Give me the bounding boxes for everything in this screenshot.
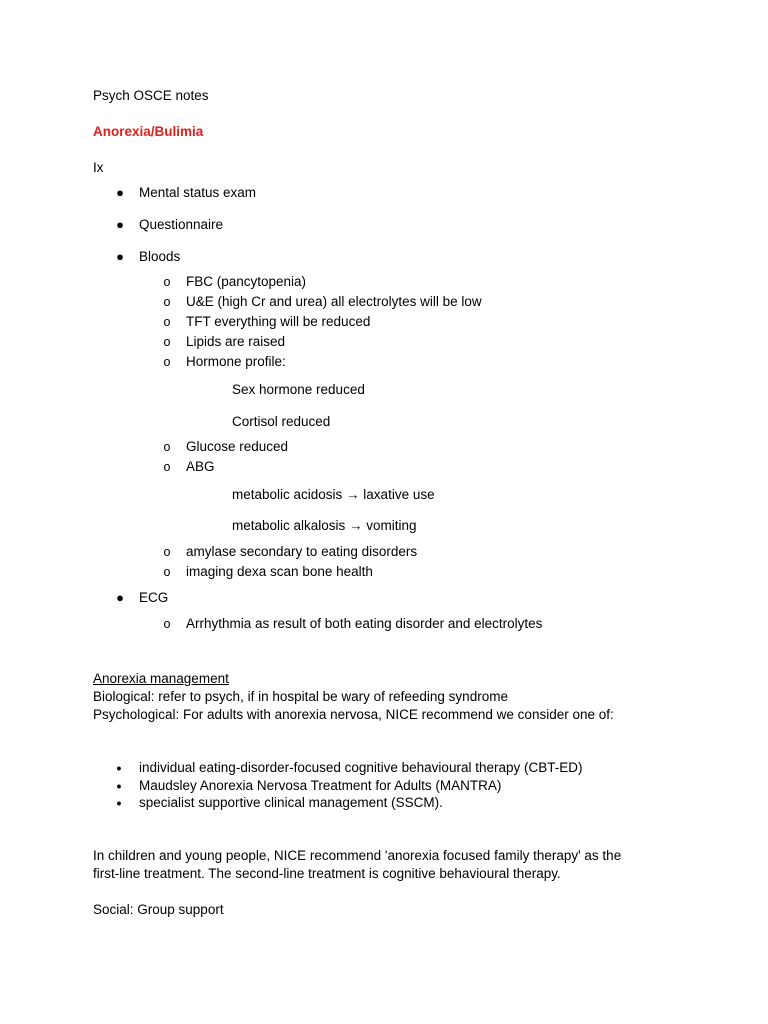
bullet-level2: o (163, 275, 171, 289)
management-psychological: Psychological: For adults with anorexia nervosa, NICE recommend we consider one of: (93, 707, 614, 722)
bullet-level2: o (163, 460, 171, 474)
bloods-amylase: amylase secondary to eating disorders (186, 544, 418, 559)
bloods-ue: U&E (high Cr and urea) all electrolytes will be low (186, 294, 482, 309)
hormone-sex: Sex hormone reduced (232, 382, 365, 397)
list-dot: • (116, 760, 122, 776)
management-heading: Anorexia management (93, 671, 229, 686)
bullet-level1: ● (116, 185, 124, 200)
hormone-cortisol: Cortisol reduced (232, 414, 331, 429)
bloods-imaging: imaging dexa scan bone health (186, 564, 373, 579)
bullet-level2: o (163, 565, 171, 579)
management-children-line1: In children and young people, NICE recommend 'anorexia focused family therapy' as the (93, 848, 622, 863)
management-option: individual eating-disorder-focused cognitive behavioural therapy (CBT-ED) (139, 760, 583, 775)
bloods-lipids: Lipids are raised (186, 334, 286, 349)
bullet-level2: o (163, 335, 171, 349)
bullet-level2: o (163, 355, 171, 369)
ecg-arrhythmia: Arrhythmia as result of both eating disorder and electrolytes (186, 616, 543, 631)
list-dot: • (116, 778, 122, 794)
abg-alkalosis: metabolic alkalosis → vomiting (232, 518, 417, 533)
bullet-level2: o (163, 440, 171, 454)
section-title: Anorexia/Bulimia (93, 124, 204, 139)
bullet-level1: ● (116, 249, 124, 264)
bloods-hormone: Hormone profile: (186, 354, 286, 369)
management-option: Maudsley Anorexia Nervosa Treatment for Adults (MANTRA) (139, 778, 502, 793)
management-social: Social: Group support (93, 902, 224, 917)
bullet-level2: o (163, 617, 171, 631)
bullet-level1: ● (116, 217, 124, 232)
bullet-level2: o (163, 315, 171, 329)
management-option: specialist supportive clinical management (SSCM). (139, 795, 443, 810)
list-dot: • (116, 795, 122, 811)
bullet-level1: ● (116, 590, 124, 605)
bloods-tft: TFT everything will be reduced (186, 314, 371, 329)
ix-item-bloods: Bloods (139, 249, 181, 264)
management-children-line2: first-line treatment. The second-line treatment is cognitive behavioural therapy. (93, 866, 561, 881)
bullet-level2: o (163, 295, 171, 309)
bloods-abg: ABG (186, 459, 215, 474)
ix-label: Ix (93, 160, 104, 175)
ix-item-ecg: ECG (139, 590, 169, 605)
bloods-fbc: FBC (pancytopenia) (186, 274, 307, 289)
ix-item-mental-status: Mental status exam (139, 185, 257, 200)
abg-acidosis: metabolic acidosis → laxative use (232, 487, 435, 502)
document-title: Psych OSCE notes (93, 88, 209, 103)
bloods-glucose: Glucose reduced (186, 439, 289, 454)
management-biological: Biological: refer to psych, if in hospital be wary of refeeding syndrome (93, 689, 508, 704)
bullet-level2: o (163, 545, 171, 559)
ix-item-questionnaire: Questionnaire (139, 217, 224, 232)
